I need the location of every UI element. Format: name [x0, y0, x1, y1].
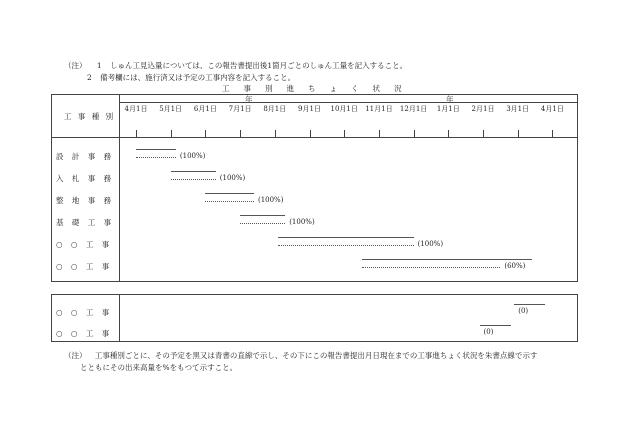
task-label: 入 札 事 務 [56, 174, 115, 183]
page-title: 工事別進ちょく状況 [222, 84, 416, 93]
progress-percent: (60%) [504, 262, 526, 270]
progress-percent: (100%) [417, 240, 444, 248]
plan-line [480, 325, 511, 326]
month-tick [136, 130, 137, 137]
month-tick [275, 130, 276, 137]
note-2-num: 2 [87, 73, 92, 82]
progress-percent: (100%) [289, 218, 315, 226]
month-tick [171, 130, 172, 137]
year-label-2: 年 [446, 95, 454, 104]
progress-line [278, 245, 413, 246]
month-tick [310, 130, 311, 137]
progress-table-lower [51, 294, 578, 342]
note-1-num: 1 [96, 61, 102, 70]
month-label: 11月1日 [365, 105, 393, 113]
progress-percent: (100%) [257, 196, 284, 204]
progress-line [205, 201, 254, 202]
month-label: 2月1日 [471, 105, 495, 113]
month-label: 4月1日 [124, 105, 148, 113]
note-1 [64, 60, 407, 71]
plan-line [205, 193, 254, 194]
plan-line [362, 259, 532, 260]
task-label: ○ ○ 工 事 [56, 240, 113, 249]
month-tick [448, 130, 449, 137]
header-task-type: 工 事 種 別 [64, 112, 116, 121]
progress-line [362, 267, 501, 268]
month-label: 3月1日 [506, 105, 530, 113]
task-label: 整 地 事 務 [56, 196, 115, 205]
progress-line [136, 157, 176, 158]
plan-line [171, 171, 216, 172]
column-divider-lower [119, 294, 120, 342]
month-label: 10月1日 [330, 105, 358, 113]
task-label: 基 礎 工 事 [56, 218, 115, 227]
column-divider [119, 94, 120, 282]
plan-line [136, 149, 176, 150]
header-divider [51, 137, 578, 138]
task-label: ○ ○ 工 事 [56, 329, 113, 338]
note-bottom [64, 350, 537, 361]
progress-percent: (100%) [219, 174, 246, 182]
month-tick [518, 130, 519, 137]
month-label: 5月1日 [159, 105, 183, 113]
month-label: 12月1日 [399, 105, 428, 113]
note-bottom-line2: とともにその出来高量を%をもつて示すこと。 [80, 363, 238, 372]
month-label: 1月1日 [436, 105, 460, 113]
task-label: 設 計 事 務 [56, 152, 115, 161]
progress-percent: (100%) [179, 152, 206, 160]
year-divider [119, 102, 578, 103]
note-2 [87, 72, 295, 83]
month-label: 4月1日 [540, 105, 564, 113]
progress-line [171, 179, 216, 180]
month-tick [344, 130, 345, 137]
note-bottom-2 [80, 362, 237, 373]
month-tick [205, 130, 206, 137]
task-label: ○ ○ 工 事 [56, 262, 113, 271]
plan-line [278, 237, 413, 238]
plan-line [240, 215, 285, 216]
progress-percent: (0) [483, 328, 494, 336]
month-label: 7月1日 [228, 105, 252, 113]
note-2-text: 備考欄には、施行済又は予定の工事内容を記入すること。 [100, 73, 296, 82]
month-label: 9月1日 [298, 105, 321, 113]
month-label: 6月1日 [193, 105, 217, 113]
month-tick [379, 130, 380, 137]
task-label: ○ ○ 工 事 [56, 308, 113, 317]
year-label-1: 年 [245, 95, 253, 104]
month-tick [414, 130, 415, 137]
plan-line [514, 304, 545, 305]
progress-percent: (0) [518, 307, 529, 315]
month-label: 8月1日 [263, 105, 287, 113]
month-tick [483, 130, 484, 137]
month-tick [240, 130, 241, 137]
note-1-text: しゅん工見込量については、この報告書提出後1箇月ごとのしゅん工量を記入すること。 [110, 61, 408, 70]
month-tick [552, 130, 553, 137]
progress-line [240, 223, 285, 224]
note-bottom-line1: 工事種別ごとに、その予定を黒又は青書の直線で示し、その下にこの報告書提出月日現在までの工事進ちょく状況を朱書点線で示す [94, 351, 538, 360]
note-1-prefix: （注） [64, 61, 87, 70]
progress-table-upper [51, 94, 578, 282]
note-bottom-prefix: （注） [64, 351, 87, 360]
